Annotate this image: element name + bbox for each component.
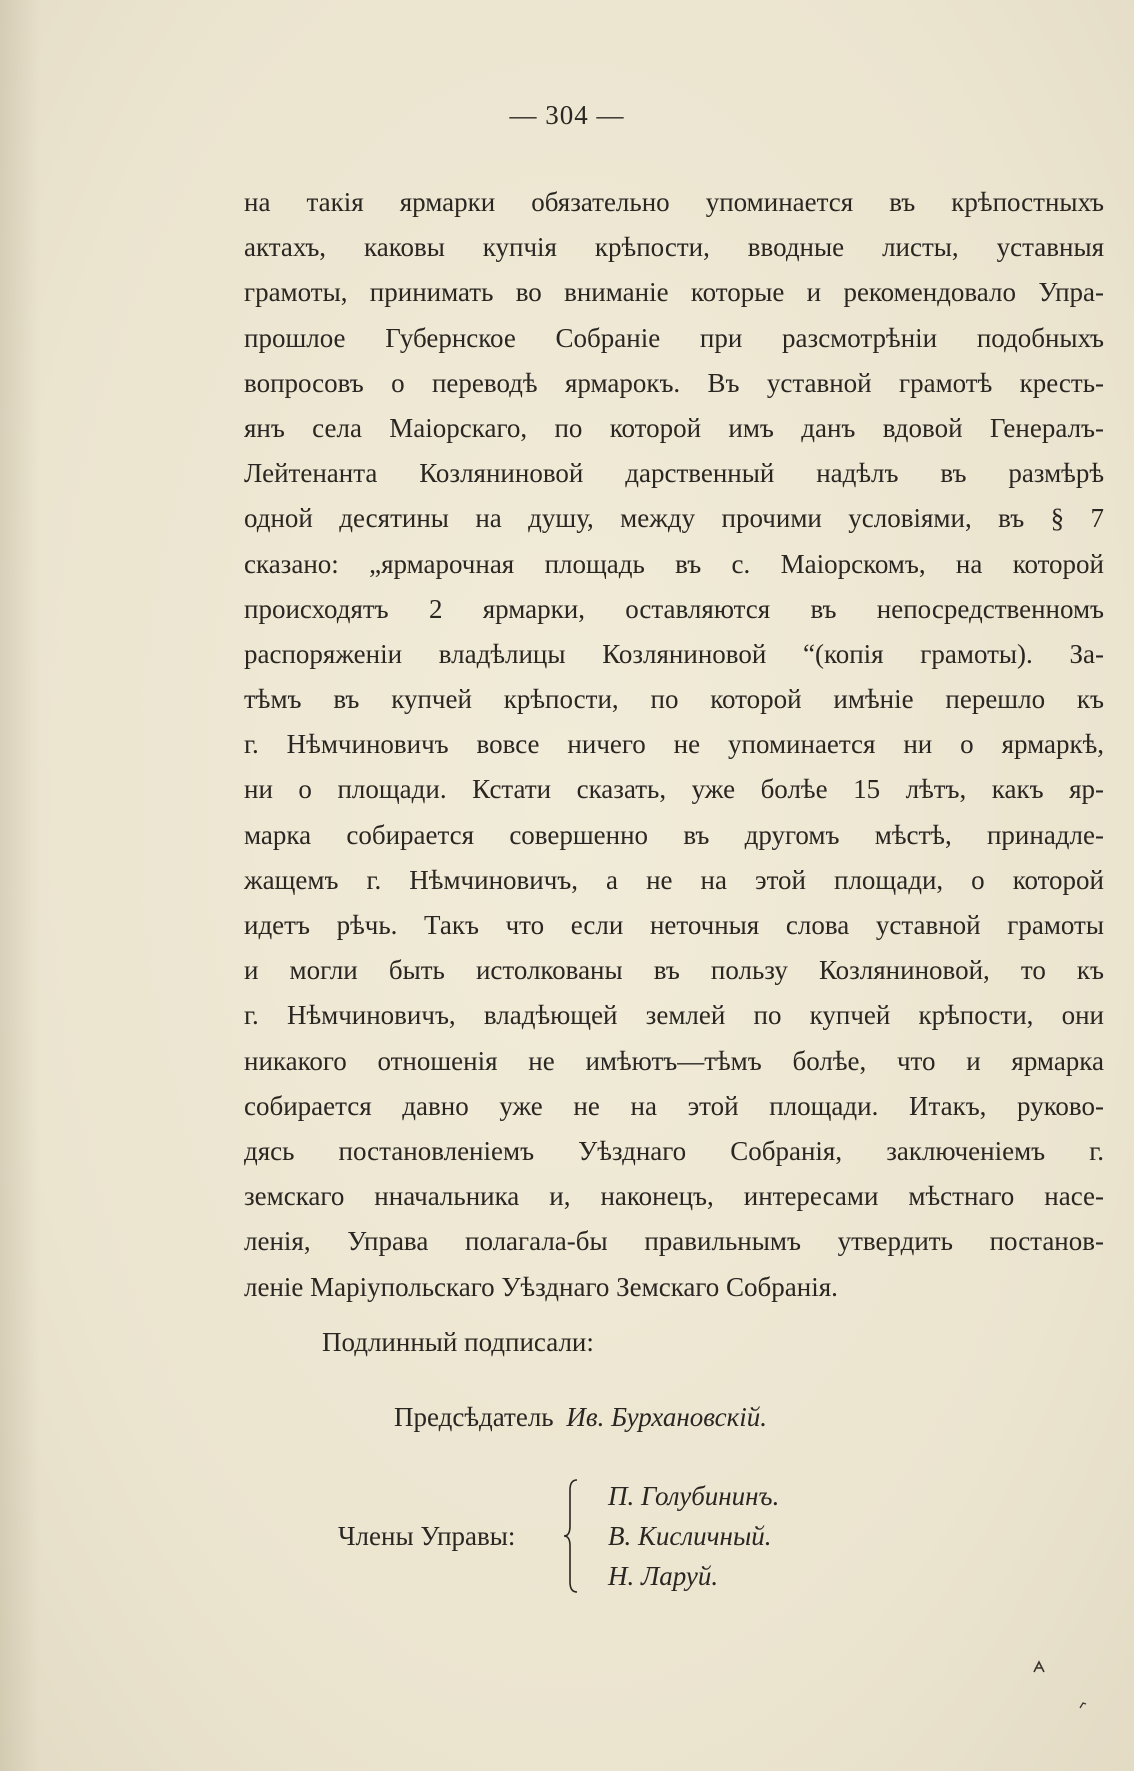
text-line: г. Нѣмчиновичъ вовсе ничего не упоминается ни о ярмаркѣ, (244, 729, 1104, 760)
text-line: собирается давно уже не на этой площади. Итакъ, руково- (244, 1090, 1104, 1121)
member-name: Н. Ларуй. (608, 1561, 719, 1591)
text-line: идетъ рѣчь. Такъ что если неточныя слова уставной грамоты (244, 910, 1104, 940)
members-names (608, 1476, 779, 1596)
text-line: на такія ярмарки обязательно упоминается въ крѣпостныхъ (244, 187, 1104, 217)
text-line: сказано: „ярмарочная площадь въ с. Маіорскомъ, на которой (244, 548, 1104, 579)
text-line: земскаго нначальника и, наконецъ, интересами мѣстнаго насе- (244, 1181, 1104, 1212)
page-number: — 304 — (509, 100, 625, 130)
text-line: марка собирается совершенно въ другомъ мѣстѣ, принадле- (244, 819, 1104, 850)
text-line: и могли быть истолкованы въ пользу Козляниновой, то къ (244, 955, 1104, 986)
ink-speck-mark (1032, 1660, 1046, 1674)
curly-brace-icon (562, 1476, 582, 1596)
text-line: актахъ, каковы купчія крѣпости, вводные листы, уставныя (244, 232, 1104, 263)
text-line: жащемъ г. Нѣмчиновичъ, а не на этой площади, о которой (244, 864, 1104, 895)
text-line-last: леніе Маріупольскаго Уѣзднаго Земскаго Собранія. (244, 1271, 838, 1302)
text-line: тѣмъ въ купчей крѣпости, по которой имѣніе перешло къ (244, 684, 1104, 715)
chairman-signature: Ив. Бурхановскій. (566, 1402, 768, 1432)
text-line: Лейтенанта Козляниновой дарственный надѣлъ въ размѣрѣ (244, 458, 1104, 489)
ink-speck-mark (1078, 1700, 1088, 1710)
text-line: грамоты, принимать во вниманіе которые и рекомендовало Упра- (244, 277, 1104, 308)
text-line: ни о площади. Кстати сказать, уже болѣе 15 лѣтъ, какъ яр- (244, 774, 1104, 805)
text-line: никакого отношенія не имѣютъ—тѣмъ болѣе, что и ярмарка (244, 1045, 1104, 1076)
body-text (244, 180, 1104, 1310)
member-name: В. Кисличный. (608, 1521, 772, 1551)
text-line: происходятъ 2 ярмарки, оставляются въ непосредственномъ (244, 593, 1104, 624)
text-line: распоряженіи владѣлицы Козляниновой “(копія грамоты). За- (244, 638, 1104, 669)
text-line: прошлое Губернское Собраніе при разсмотрѣніи подобныхъ (244, 322, 1104, 353)
text-line: вопросовъ о переводѣ ярмарокъ. Въ уставной грамотѣ кресть- (244, 367, 1104, 398)
text-line: янъ села Маіорскаго, по которой имъ данъ вдовой Генералъ- (244, 412, 1104, 443)
members-label: Члены Управы: (338, 1521, 516, 1551)
text-line: ленія, Управа полагала-бы правильнымъ утвердить постанов- (244, 1226, 1104, 1257)
member-name: П. Голубининъ. (608, 1481, 780, 1511)
signed-label: Подлинный подписали: (322, 1327, 594, 1357)
text-line: дясь постановленіемъ Уѣзднаго Собранія, заключеніемъ г. (244, 1135, 1104, 1166)
page-edge-shadow (0, 0, 40, 1771)
text-line: одной десятины на душу, между прочими условіями, въ § 7 (244, 503, 1104, 534)
text-line: г. Нѣмчиновичъ, владѣющей землей по купчей крѣпости, они (244, 1000, 1104, 1031)
chairman-signature-block (394, 1397, 767, 1437)
chairman-title: Предсѣдатель (394, 1402, 554, 1432)
